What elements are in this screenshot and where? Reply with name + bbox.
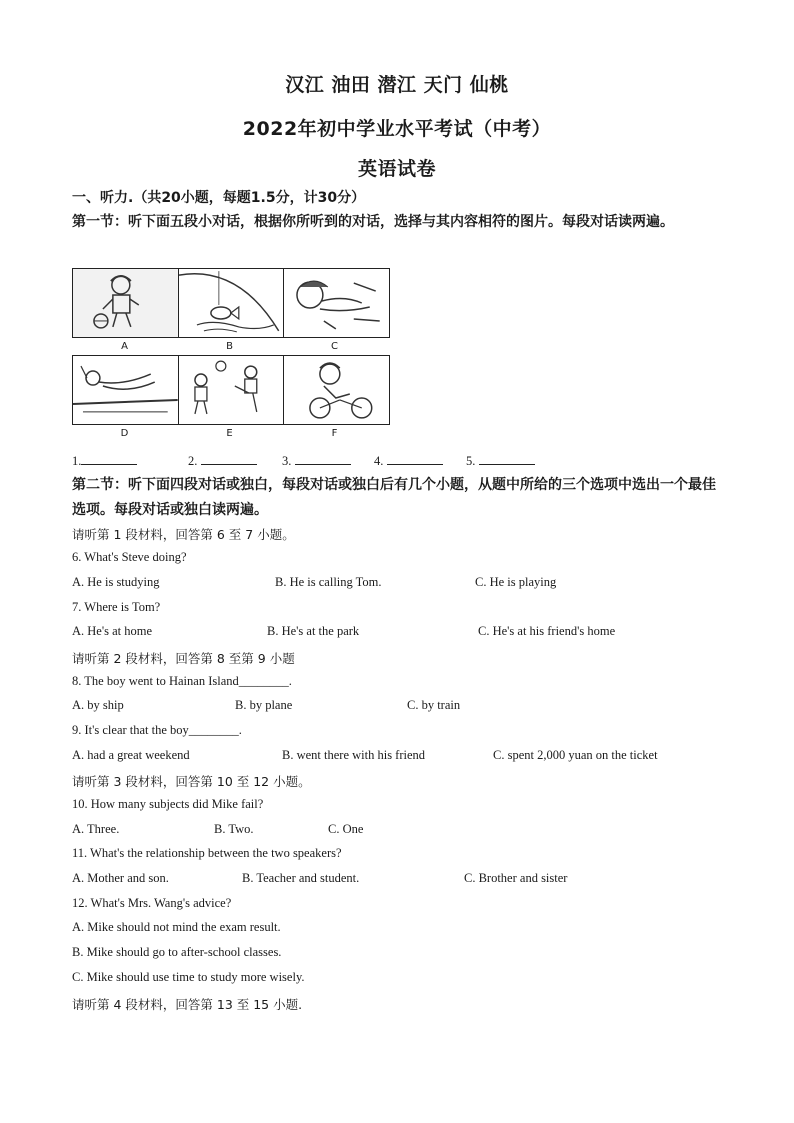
picture-row-1 <box>72 268 390 338</box>
question-12: 12. What's Mrs. Wang's advice? <box>72 896 232 910</box>
material-3-instruction: 请听第 3 段材料，回答第 10 至 12 小题。 <box>72 774 311 789</box>
q10-option-a[interactable]: A. Three. <box>72 822 120 836</box>
q11-option-c[interactable]: C. Brother and sister <box>464 871 568 885</box>
q11-option-b[interactable]: B. Teacher and student. <box>242 871 360 885</box>
exam-year-title: 2022年初中学业水平考试（中考） <box>242 118 552 140</box>
q7-option-a[interactable]: A. He's at home <box>72 624 153 638</box>
material-1-instruction: 请听第 1 段材料，回答第 6 至 7 小题。 <box>72 527 295 542</box>
exam-subject-title: 英语试卷 <box>357 158 436 180</box>
q6-option-a[interactable]: A. He is studying <box>72 575 160 589</box>
part1-heading: 一、听力.（共20小题，每题1.5分，计30分） <box>72 190 366 206</box>
question-9: 9. It's clear that the boy________. <box>72 723 242 737</box>
question-11: 11. What's the relationship between the two speakers? <box>72 846 342 860</box>
question-6: 6. What's Steve doing? <box>72 550 187 564</box>
q12-option-a[interactable]: A. Mike should not mind the exam result. <box>72 920 281 934</box>
q6-option-c[interactable]: C. He is playing <box>475 575 557 589</box>
soccer-kids-picture <box>179 356 285 424</box>
question-7: 7. Where is Tom? <box>72 600 161 614</box>
q7-option-b[interactable]: B. He's at the park <box>267 624 360 638</box>
q9-option-b[interactable]: B. went there with his friend <box>282 748 426 762</box>
q7-option-c[interactable]: C. He's at his friend's home <box>478 624 616 638</box>
answer-blank-5[interactable]: 5. <box>466 452 535 469</box>
picture-row-2 <box>72 355 390 425</box>
basketball-boy-picture <box>73 269 179 337</box>
q10-option-c[interactable]: C. One <box>328 822 364 836</box>
question-10: 10. How many subjects did Mike fail? <box>72 797 264 811</box>
exam-page: 汉江 油田 潜江 天门 仙桃 2022年初中学业水平考试（中考） 英语试卷 一、听力.（共20小题，每题1.5分，计30分） 第一节：听下面五段小对话，根据你所听到的对话，选择与其内容相符的图片。每段对话读两遍。 A B C D E F 1. 2. 3. 4. 5. 第二节：听下面四段对话或独白，每段对话或独白后有几个小题，从题中所给的三个选项中选出一个最佳选项。每段对话或独白读两遍。 请听第 1 段材料，回答第 6 至 7 小题。 6. What's Steve doing? A. He is studying B. He is calling Tom. C. He is playing 7. Where is Tom? A. He's at home B. He's at the park C. He's at his friend's home 请听第 2 段材料，回答第 8 至第 9 小题 8. The boy went to Hainan Island________. A. by ship B. by plane C. by train 9. It's clear that the boy________. A. had a great weekend B. went there with his friend C. spent 2,000 yuan on the ticket 请听第 3 段材料，回答第 10 至 12 小题。 10. How many subjects did Mike fail? A. Three. B. Two. C. One 11. What's the relationship between the two speakers? A. Mother and son. B. Teacher and student. C. Brother and sister 12. What's Mrs. Wang's advice? A. Mike should not mind the exam result. B. Mike should go to after-school classes. C. Mike should use time to study more wisely. 请听第 4 段材料，回答第 13 至 15 小题. <box>0 0 794 1123</box>
answer-blank-1[interactable]: 1. <box>72 452 137 469</box>
q11-option-a[interactable]: A. Mother and son. <box>72 871 169 885</box>
material-2-instruction: 请听第 2 段材料，回答第 8 至第 9 小题 <box>72 651 295 666</box>
q6-option-b[interactable]: B. He is calling Tom. <box>275 575 382 589</box>
cycling-kid-picture <box>284 356 389 424</box>
q8-option-c[interactable]: C. by train <box>407 698 461 712</box>
skating-boy-picture <box>284 269 389 337</box>
section1-instructions: 第一节：听下面五段小对话，根据你所听到的对话，选择与其内容相符的图片。每段对话读两遍。 <box>72 214 674 230</box>
answer-blank-4[interactable]: 4. <box>374 452 443 469</box>
q10-option-b[interactable]: B. Two. <box>214 822 254 836</box>
q9-option-c[interactable]: C. spent 2,000 yuan on the ticket <box>493 748 658 762</box>
question-8: 8. The boy went to Hainan Island________. <box>72 674 292 688</box>
q9-option-a[interactable]: A. had a great weekend <box>72 748 190 762</box>
answer-blank-2[interactable]: 2. <box>188 452 257 469</box>
q8-option-b[interactable]: B. by plane <box>235 698 293 712</box>
section2-instructions: 第二节：听下面四段对话或独白，每段对话或独白后有几个小题，从题中所给的三个选项中选出一个最佳选项。每段对话或独白读两遍。 <box>72 477 716 518</box>
exam-region-title: 汉江 油田 潜江 天门 仙桃 <box>285 74 509 96</box>
fishing-picture <box>179 269 285 337</box>
material-4-instruction: 请听第 4 段材料，回答第 13 至 15 小题. <box>72 997 303 1012</box>
q12-option-b[interactable]: B. Mike should go to after-school classes. <box>72 945 282 959</box>
q12-option-c[interactable]: C. Mike should use time to study more wisely. <box>72 970 305 984</box>
answer-blank-3[interactable]: 3. <box>282 452 351 469</box>
q8-option-a[interactable]: A. by ship <box>72 698 124 712</box>
high-jump-picture <box>73 356 179 424</box>
